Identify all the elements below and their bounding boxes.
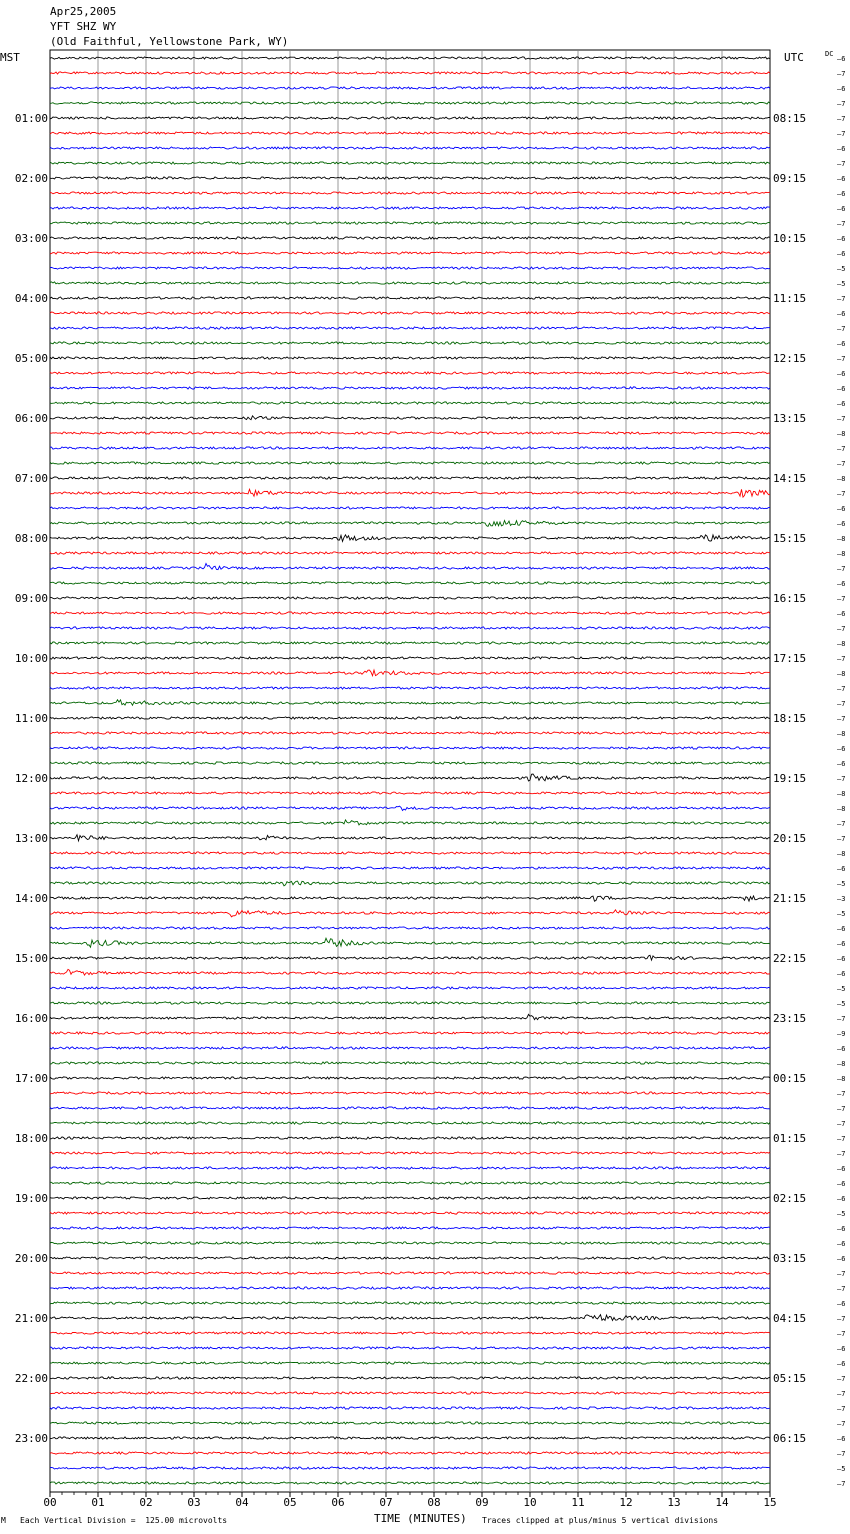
right-hour-label: 05:15 xyxy=(773,1372,807,1385)
dc-offset-label: –7 xyxy=(837,1150,846,1158)
scale-note: Each Vertical Division = 125.00 microvolts xyxy=(20,1516,228,1525)
dc-offset-label: –7 xyxy=(837,1135,846,1143)
dc-offset-label: –7 xyxy=(837,715,846,723)
right-hour-label: 16:15 xyxy=(773,592,807,605)
trace-line xyxy=(50,774,770,781)
left-hour-label: 06:00 xyxy=(14,412,48,425)
dc-offset-label: –8 xyxy=(837,805,846,813)
trace-line xyxy=(50,535,770,542)
left-hour-label: 17:00 xyxy=(14,1072,48,1085)
trace-line xyxy=(50,297,770,299)
trace-line xyxy=(50,1467,770,1469)
trace-line xyxy=(50,507,770,509)
trace-line xyxy=(50,1047,770,1049)
dc-offset-label: –7 xyxy=(837,1420,846,1428)
dc-offset-label: –6 xyxy=(837,1240,846,1248)
left-hour-label: 20:00 xyxy=(14,1252,48,1265)
dc-offset-label: –6 xyxy=(837,745,846,753)
dc-offset-label: –6 xyxy=(837,520,846,528)
dc-offset-label: –7 xyxy=(837,1330,846,1338)
trace-line xyxy=(50,57,770,59)
right-hour-label: 23:15 xyxy=(773,1012,807,1025)
trace-line xyxy=(50,835,770,841)
trace-line xyxy=(50,1257,770,1259)
dc-offset-label: –6 xyxy=(837,865,846,873)
dc-offset-label: –6 xyxy=(837,385,846,393)
left-hour-label: 11:00 xyxy=(14,712,48,725)
trace-line xyxy=(50,521,770,527)
trace-line xyxy=(50,162,770,164)
left-hour-label: 10:00 xyxy=(14,652,48,665)
dc-offset-label: –6 xyxy=(837,760,846,768)
trace-line xyxy=(50,938,770,947)
dc-offset-label: –6 xyxy=(837,235,846,243)
trace-line xyxy=(50,687,770,689)
trace-line xyxy=(50,792,770,794)
trace-line xyxy=(50,1077,770,1079)
left-hour-label: 18:00 xyxy=(14,1132,48,1145)
dc-offset-label: –7 xyxy=(837,220,846,228)
trace-line xyxy=(50,1014,770,1019)
trace-line xyxy=(50,642,770,644)
trace-line xyxy=(50,416,770,420)
trace-line xyxy=(50,806,770,810)
left-hour-label: 14:00 xyxy=(14,892,48,905)
dc-offset-label: –7 xyxy=(837,835,846,843)
dc-offset-label: –6 xyxy=(837,1225,846,1233)
dc-offset-label: –7 xyxy=(837,1090,846,1098)
right-hour-label: 18:15 xyxy=(773,712,807,725)
trace-line xyxy=(50,1482,770,1484)
dc-offset-label: –6 xyxy=(837,1360,846,1368)
dc-offset-label: –7 xyxy=(837,295,846,303)
trace-line xyxy=(50,955,770,960)
right-hour-label: 06:15 xyxy=(773,1432,807,1445)
trace-line xyxy=(50,1032,770,1034)
trace-line xyxy=(50,222,770,224)
dc-offset-label: –6 xyxy=(837,370,846,378)
dc-offset-label: –7 xyxy=(837,775,846,783)
left-hour-label: 02:00 xyxy=(14,172,48,185)
trace-line xyxy=(50,147,770,149)
dc-offset-label: –7 xyxy=(837,490,846,498)
trace-line xyxy=(50,1107,770,1109)
trace-line xyxy=(50,477,770,479)
dc-offset-label: –7 xyxy=(837,565,846,573)
trace-line xyxy=(50,87,770,89)
trace-line xyxy=(50,717,770,719)
dc-offset-label: –7 xyxy=(837,1480,846,1488)
dc-offset-label: –5 xyxy=(837,880,846,888)
trace-line xyxy=(50,820,770,825)
right-hour-label: 21:15 xyxy=(773,892,807,905)
right-hour-label: 20:15 xyxy=(773,832,807,845)
dc-offset-label: –8 xyxy=(837,1075,846,1083)
dc-offset-label: –5 xyxy=(837,1210,846,1218)
dc-offset-label: –6 xyxy=(837,955,846,963)
dc-offset-label: –7 xyxy=(837,820,846,828)
dc-offset-label: –8 xyxy=(837,640,846,648)
trace-line xyxy=(50,177,770,179)
right-hour-label: 17:15 xyxy=(773,652,807,665)
dc-offset-label: –7 xyxy=(837,1285,846,1293)
left-hour-label: 09:00 xyxy=(14,592,48,605)
trace-line xyxy=(50,700,770,706)
trace-line xyxy=(50,1377,770,1379)
location-label: (Old Faithful, Yellowstone Park, WY) xyxy=(50,35,289,48)
dc-offset-label: –6 xyxy=(837,580,846,588)
dc-offset-label: –7 xyxy=(837,325,846,333)
dc-offset-label: –7 xyxy=(837,1375,846,1383)
dc-offset-label: –7 xyxy=(837,1105,846,1113)
trace-line xyxy=(50,582,770,584)
right-hour-label: 15:15 xyxy=(773,532,807,545)
right-hour-label: 14:15 xyxy=(773,472,807,485)
trace-line xyxy=(50,1347,770,1349)
dc-offset-label: –3 xyxy=(837,895,846,903)
station-label: YFT SHZ WY xyxy=(50,20,117,33)
plot-frame xyxy=(50,50,770,1492)
dc-offset-label: –7 xyxy=(837,1120,846,1128)
left-hour-label: 04:00 xyxy=(14,292,48,305)
trace-line xyxy=(50,237,770,239)
trace-line xyxy=(50,881,770,886)
left-hour-label: 07:00 xyxy=(14,472,48,485)
dc-offset-label: –8 xyxy=(837,475,846,483)
trace-line xyxy=(50,1422,770,1424)
trace-line xyxy=(50,1152,770,1154)
trace-line xyxy=(50,327,770,329)
dc-offset-label: –7 xyxy=(837,1450,846,1458)
dc-offset-label: –8 xyxy=(837,1060,846,1068)
dc-offset-label: –8 xyxy=(837,430,846,438)
trace-line xyxy=(50,1212,770,1214)
dc-offset-label: –5 xyxy=(837,265,846,273)
x-tick-label: 03 xyxy=(187,1496,201,1509)
dc-offset-label: –8 xyxy=(837,550,846,558)
dc-offset-label: –6 xyxy=(837,1300,846,1308)
trace-line xyxy=(50,747,770,749)
trace-line xyxy=(50,72,770,74)
right-hour-label: 19:15 xyxy=(773,772,807,785)
x-tick-label: 06 xyxy=(331,1496,345,1509)
left-hour-label: 05:00 xyxy=(14,352,48,365)
trace-line xyxy=(50,597,770,599)
dc-offset-label: –6 xyxy=(837,145,846,153)
trace-line xyxy=(50,627,770,629)
trace-line xyxy=(50,670,770,676)
trace-line xyxy=(50,969,770,975)
trace-line xyxy=(50,896,770,901)
dc-offset-label: –7 xyxy=(837,160,846,168)
right-hour-label: 02:15 xyxy=(773,1192,807,1205)
dc-offset-label: –7 xyxy=(837,100,846,108)
trace-line xyxy=(50,342,770,344)
dc-offset-label: –8 xyxy=(837,670,846,678)
dc-offset-label: –7 xyxy=(837,1390,846,1398)
right-hour-label: 11:15 xyxy=(773,292,807,305)
dc-offset-label: –5 xyxy=(837,1465,846,1473)
dc-offset-label: –6 xyxy=(837,970,846,978)
dc-offset-label: –7 xyxy=(837,1270,846,1278)
dc-offset-label: –7 xyxy=(837,355,846,363)
right-hour-label: 08:15 xyxy=(773,112,807,125)
x-tick-label: 12 xyxy=(619,1496,633,1509)
trace-line xyxy=(50,564,770,570)
date-label: Apr25,2005 xyxy=(50,5,117,18)
trace-line xyxy=(50,910,770,917)
trace-line xyxy=(50,357,770,359)
dc-offset-label: –6 xyxy=(837,1255,846,1263)
dc-offset-label: –7 xyxy=(837,445,846,453)
trace-line xyxy=(50,1362,770,1364)
dc-offset-label: –8 xyxy=(837,850,846,858)
trace-line xyxy=(50,1062,770,1064)
x-tick-label: 15 xyxy=(763,1496,777,1509)
trace-line xyxy=(50,252,770,254)
trace-line xyxy=(50,612,770,614)
dc-offset-label: –7 xyxy=(837,595,846,603)
dc-offset-label: –7 xyxy=(837,685,846,693)
dc-offset-label: –7 xyxy=(837,70,846,78)
dc-offset-label: –6 xyxy=(837,1435,846,1443)
dc-offset-label: –7 xyxy=(837,130,846,138)
dc-offset-label: –6 xyxy=(837,190,846,198)
dc-offset-label: –6 xyxy=(837,1165,846,1173)
dc-offset-label: –6 xyxy=(837,400,846,408)
dc-offset-label: –7 xyxy=(837,1405,846,1413)
dc-offset-label: –6 xyxy=(837,310,846,318)
right-hour-label: 04:15 xyxy=(773,1312,807,1325)
dc-offset-label: –5 xyxy=(837,1000,846,1008)
dc-offset-label: –6 xyxy=(837,250,846,258)
x-axis-label: TIME (MINUTES) xyxy=(374,1512,467,1525)
right-hour-label: 00:15 xyxy=(773,1072,807,1085)
corner-mark: M xyxy=(1,1516,6,1525)
trace-line xyxy=(50,1137,770,1139)
trace-line xyxy=(50,732,770,734)
trace-line xyxy=(50,132,770,134)
trace-line xyxy=(50,489,770,497)
dc-offset-label: –7 xyxy=(837,1315,846,1323)
trace-line xyxy=(50,1167,770,1169)
trace-line xyxy=(50,1272,770,1274)
x-tick-label: 02 xyxy=(139,1496,153,1509)
trace-line xyxy=(50,1287,770,1289)
trace-line xyxy=(50,552,770,554)
dc-offset-label: –7 xyxy=(837,460,846,468)
dc-offset-label: –7 xyxy=(837,700,846,708)
x-tick-label: 05 xyxy=(283,1496,297,1509)
trace-line xyxy=(50,402,770,404)
dc-offset-label: –8 xyxy=(837,535,846,543)
trace-line xyxy=(50,282,770,284)
trace-line xyxy=(50,1122,770,1124)
dc-offset-label: –7 xyxy=(837,115,846,123)
dc-offset-label: –8 xyxy=(837,790,846,798)
trace-line xyxy=(50,1227,770,1229)
trace-line xyxy=(50,312,770,314)
right-hour-label: 22:15 xyxy=(773,952,807,965)
dc-offset-label: –9 xyxy=(837,1030,846,1038)
x-tick-label: 00 xyxy=(43,1496,57,1509)
trace-line xyxy=(50,1392,770,1394)
dc-offset-label: –6 xyxy=(837,1345,846,1353)
dc-offset-label: –7 xyxy=(837,625,846,633)
trace-line xyxy=(50,1407,770,1409)
x-tick-label: 09 xyxy=(475,1496,489,1509)
dc-offset-label: –6 xyxy=(837,940,846,948)
trace-line xyxy=(50,1092,770,1094)
right-timezone-label: UTC xyxy=(784,51,804,64)
x-tick-label: 11 xyxy=(571,1496,585,1509)
left-timezone-label: MST xyxy=(0,51,20,64)
dc-offset-label: –6 xyxy=(837,610,846,618)
left-hour-label: 23:00 xyxy=(14,1432,48,1445)
trace-line xyxy=(50,432,770,434)
right-hour-label: 10:15 xyxy=(773,232,807,245)
x-tick-label: 13 xyxy=(667,1496,681,1509)
x-tick-label: 04 xyxy=(235,1496,249,1509)
trace-line xyxy=(50,867,770,869)
x-tick-label: 10 xyxy=(523,1496,537,1509)
dc-offset-label: –7 xyxy=(837,1015,846,1023)
dc-offset-label: –6 xyxy=(837,1195,846,1203)
dc-offset-label: –7 xyxy=(837,415,846,423)
dc-offset-label: –6 xyxy=(837,505,846,513)
x-tick-label: 07 xyxy=(379,1496,393,1509)
trace-line xyxy=(50,1242,770,1244)
left-hour-label: 22:00 xyxy=(14,1372,48,1385)
trace-line xyxy=(50,117,770,119)
left-hour-label: 15:00 xyxy=(14,952,48,965)
left-hour-label: 12:00 xyxy=(14,772,48,785)
trace-line xyxy=(50,1002,770,1004)
dc-offset-label: –6 xyxy=(837,1180,846,1188)
dc-offset-label: –7 xyxy=(837,655,846,663)
trace-line xyxy=(50,1197,770,1199)
trace-line xyxy=(50,447,770,449)
trace-line xyxy=(50,102,770,104)
right-hour-label: 12:15 xyxy=(773,352,807,365)
dc-offset-label: –6 xyxy=(837,85,846,93)
trace-line xyxy=(50,1452,770,1454)
trace-line xyxy=(50,987,770,989)
left-hour-label: 08:00 xyxy=(14,532,48,545)
trace-line xyxy=(50,1302,770,1304)
dc-offset-label: –6 xyxy=(837,340,846,348)
trace-line xyxy=(50,657,770,659)
trace-line xyxy=(50,387,770,389)
dc-offset-label: –6 xyxy=(837,925,846,933)
dc-offset-label: –6 xyxy=(837,175,846,183)
right-hour-label: 03:15 xyxy=(773,1252,807,1265)
trace-line xyxy=(50,762,770,764)
right-hour-label: 01:15 xyxy=(773,1132,807,1145)
trace-line xyxy=(50,852,770,854)
dc-offset-label: –6 xyxy=(837,55,846,63)
trace-line xyxy=(50,1437,770,1439)
trace-line xyxy=(50,207,770,209)
dc-offset-label: –5 xyxy=(837,985,846,993)
dc-header-label: DC xyxy=(825,50,834,58)
trace-line xyxy=(50,1332,770,1334)
left-hour-label: 21:00 xyxy=(14,1312,48,1325)
left-hour-label: 16:00 xyxy=(14,1012,48,1025)
trace-line xyxy=(50,1182,770,1184)
trace-line xyxy=(50,462,770,464)
left-hour-label: 03:00 xyxy=(14,232,48,245)
clip-note: Traces clipped at plus/minus 5 vertical divisions xyxy=(482,1516,719,1525)
right-hour-label: 09:15 xyxy=(773,172,807,185)
trace-line xyxy=(50,1315,770,1321)
dc-offset-label: –5 xyxy=(837,910,846,918)
trace-line xyxy=(50,192,770,194)
x-tick-label: 14 xyxy=(715,1496,729,1509)
left-hour-label: 13:00 xyxy=(14,832,48,845)
dc-offset-label: –6 xyxy=(837,1045,846,1053)
dc-offset-label: –8 xyxy=(837,730,846,738)
trace-line xyxy=(50,372,770,374)
dc-offset-label: –5 xyxy=(837,280,846,288)
trace-line xyxy=(50,927,770,929)
x-tick-label: 08 xyxy=(427,1496,441,1509)
left-hour-label: 01:00 xyxy=(14,112,48,125)
left-hour-label: 19:00 xyxy=(14,1192,48,1205)
x-tick-label: 01 xyxy=(91,1496,105,1509)
right-hour-label: 13:15 xyxy=(773,412,807,425)
dc-offset-label: –6 xyxy=(837,205,846,213)
trace-line xyxy=(50,267,770,269)
